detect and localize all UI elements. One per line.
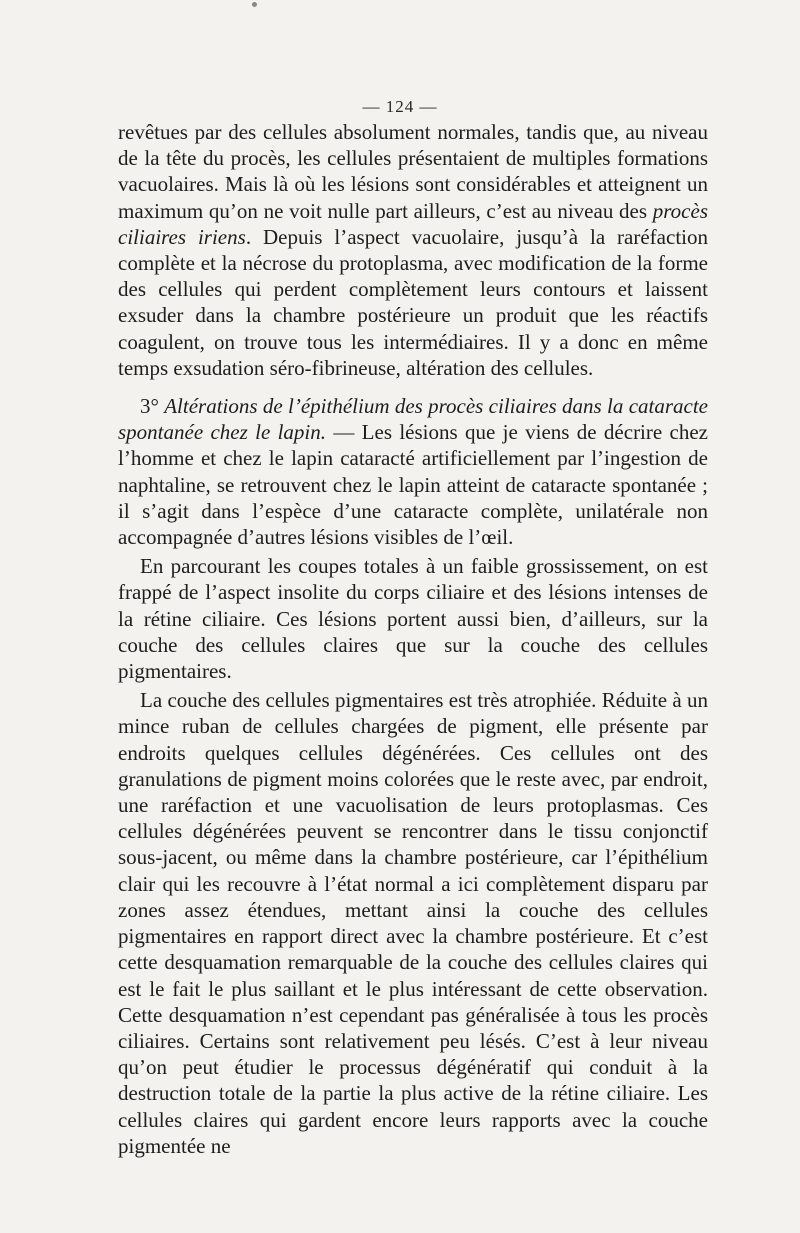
paragraph-pigment-layer: La couche des cellules pigmentaires est très atrophiée. Réduite à un mince ruban de cellules chargées de pigment, elle présente par endroits quelques cellules dégénérées. Ces cellules ont des granulations de pigment moins colorées que le reste avec, par endroit, une raréfaction et une vacuolisation de leurs protoplasmas. Ces cellules dégénérées peuvent se rencontrer dans le tissu conjonctif sous-jacent, ou même dans la chambre postérieure, car l’épithélium clair qui les recouvre à l’état normal a ici complètement disparu par zones assez étendues, mettant ainsi la couche des cellules pigmentaires en rapport direct avec la chambre postérieure. Et c’est cette desquamation remarquable de la couche des cellules claires qui est le fait le plus saillant et le plus intéressant de cette observation. Cette desquamation n’est cependant pas généralisée à tous les procès ciliaires. Certains sont relativement peu lésés. C’est à leur niveau qu’on peut étudier le processus dégénératif qui conduit à la destruction totale de la partie la plus active de la rétine ciliaire. Les cellules claires qui gardent encore leurs rapports avec la couche pigmentée ne (118, 688, 708, 1158)
page-speck (252, 2, 257, 7)
section-number: 3° (140, 394, 165, 419)
paragraph-section-3: 3° Altérations de l’épithélium des procès ciliaires dans la cataracte spontanée chez le lapin. — Les lésions que je viens de décrire chez l’homme et chez le lapin cataracté artificiellement par l’ingestion de naphtaline, se retrouvent chez le lapin atteint de cataracte spontanée ; il s’agit dans l’espèce d’une cataracte complète, unilatérale non accompagnée d’autres lésions visibles de l’œil. (118, 394, 708, 550)
body-text (118, 119, 708, 1159)
paragraph-continuation: revêtues par des cellules absolument normales, tandis que, au niveau de la tête du procès, les cellules présentaient de multiples formations vacuolaires. Mais là où les lésions sont considérables et atteignent un maximum qu’on ne voit nulle part ailleurs, c’est au niveau des procès ciliaires iriens. Depuis l’aspect vacuolaire, jusqu’à la raréfaction complète et la nécrose du protoplasma, avec modification de la forme des cellules qui perdent complètement leurs contours et laissent exsuder dans la chambre postérieure un produit que les réactifs coagulent, on trouve tous les intermédiaires. Il y a donc en même temps exsudation séro-fibrineuse, altération des cellules. (118, 120, 708, 380)
paragraph-coupes: En parcourant les coupes totales à un faible grossissement, on est frappé de l’aspect insolite du corps ciliaire et des lésions intenses de la rétine ciliaire. Ces lésions portent aussi bien, d’ailleurs, sur la couche des cellules claires que sur la couche des cellules pigmentaires. (118, 554, 708, 684)
page-number: — 124 — (362, 97, 438, 116)
italic-term: procès ciliaires iriens (118, 198, 708, 249)
section-heading: Altérations de l’épithélium des procès ciliaires dans la cataracte spontanée chez le lapin. (118, 394, 708, 445)
